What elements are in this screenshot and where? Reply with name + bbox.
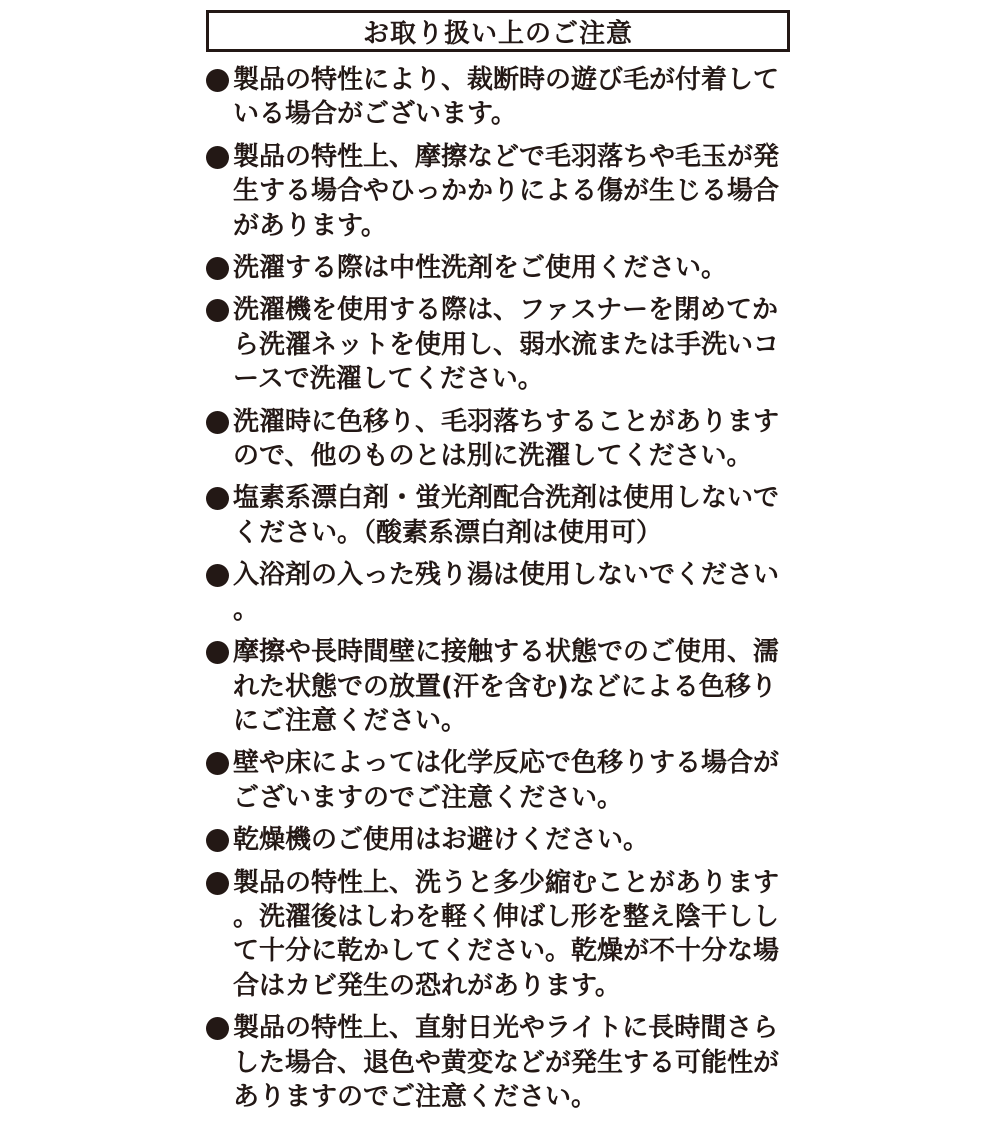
care-note-item xyxy=(206,1011,796,1114)
care-notes-list xyxy=(206,63,796,1122)
care-note-text: 製品の特性上、摩擦などで毛羽落ちや毛玉が発生する場合やひっかかりによる傷が生じる場合があります。 xyxy=(233,141,780,241)
care-note-item xyxy=(206,405,796,474)
bullet-icon xyxy=(206,829,229,852)
care-note-text: 洗濯機を使用する際は、ファスナーを閉めてから洗濯ネットを使用し、弱水流または手洗いコースで洗濯してください。 xyxy=(233,295,780,395)
care-note-item xyxy=(206,140,796,243)
care-note-item xyxy=(206,635,796,738)
bullet-icon xyxy=(206,564,229,587)
care-note-item xyxy=(206,63,796,132)
notice-title: お取り扱い上のご注意 xyxy=(206,10,790,52)
care-note-text: 入浴剤の入った残り湯は使用しないでください。 xyxy=(233,560,780,625)
care-note-text: 製品の特性上、直射日光やライトに長時間さらした場合、退色や黄変などが発生する可能性がありますのでご注意ください。 xyxy=(233,1013,780,1112)
care-note-item xyxy=(206,866,796,1004)
bullet-icon xyxy=(206,411,229,434)
care-note-item xyxy=(206,481,796,550)
bullet-icon xyxy=(206,641,229,664)
care-note-text: 洗濯する際は中性洗剤をご使用ください。 xyxy=(233,253,728,284)
care-note-item xyxy=(206,558,796,627)
bullet-icon xyxy=(206,299,229,322)
bullet-icon xyxy=(206,69,229,92)
care-note-item xyxy=(206,746,796,815)
care-note-text: 壁や床によっては化学反応で色移りする場合がございますのでご注意ください。 xyxy=(233,748,780,813)
care-note-text: 洗濯時に色移り、毛羽落ちすることがありますので、他のものとは別に洗濯してください。 xyxy=(233,406,780,472)
bullet-icon xyxy=(206,257,229,280)
care-note-item xyxy=(206,823,796,857)
care-note-text: 製品の特性により、裁断時の遊び毛が付着している場合がございます。 xyxy=(233,65,780,130)
care-note-item xyxy=(206,293,796,396)
bullet-icon xyxy=(206,872,229,895)
bullet-icon xyxy=(206,146,229,169)
care-note-text: 製品の特性上、洗うと多少縮むことがあります。洗濯後はしわを軽く伸ばし形を整え陰干しして十分に乾かしてください。乾燥が不十分な場合はカビ発生の恐れがあります。 xyxy=(233,867,780,1001)
care-note-item xyxy=(206,251,796,285)
care-note-text: 乾燥機のご使用はお避けください。 xyxy=(233,825,650,856)
bullet-icon xyxy=(206,1017,229,1040)
bullet-icon xyxy=(206,487,229,510)
care-note-text: 塩素系漂白剤・蛍光剤配合洗剤は使用しないでください。（酸素系漂白剤は使用可） xyxy=(233,483,780,548)
care-note-text: 摩擦や長時間壁に接触する状態でのご使用、濡れた状態での放置(汗を含む)などによる色移りにご注意ください。 xyxy=(233,637,780,736)
bullet-icon xyxy=(206,752,229,775)
